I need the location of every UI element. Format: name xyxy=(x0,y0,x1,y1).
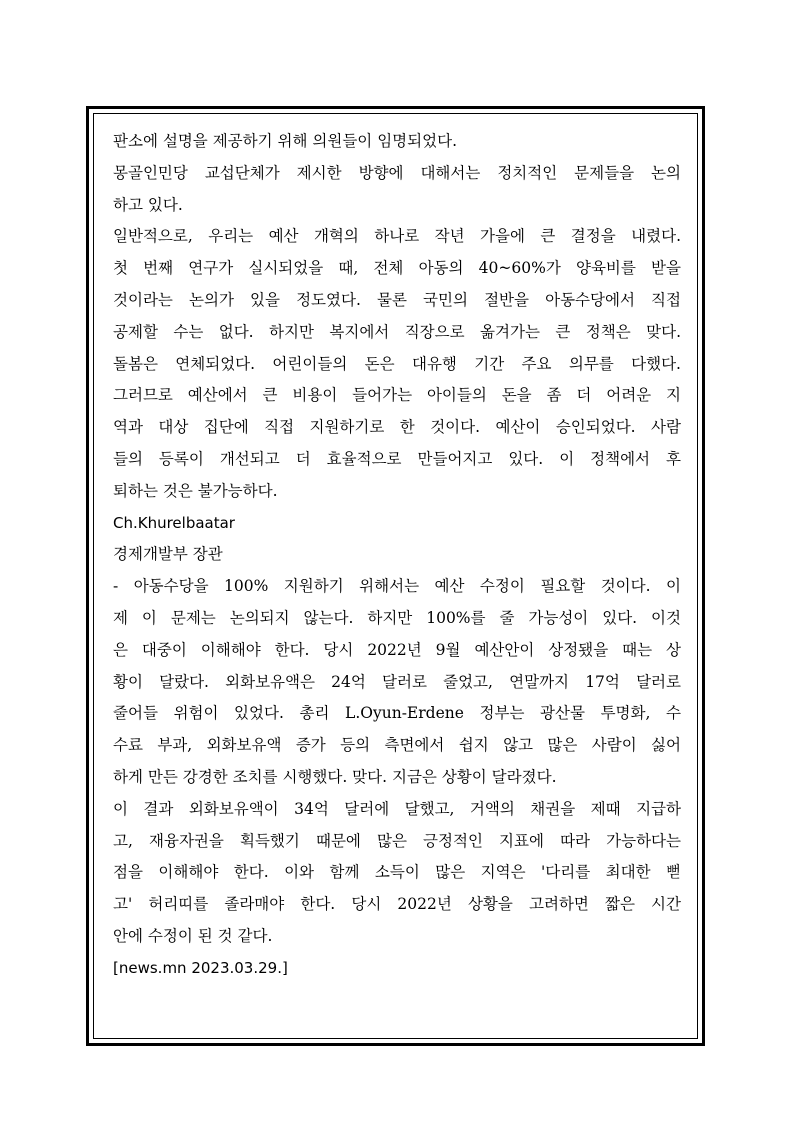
text-line: 안에 수정이 된 것 같다. xyxy=(113,926,273,945)
text-line: 것이라는 논의가 있을 정도였다. 물론 국민의 절반을 아동수당에서 직접 xyxy=(113,290,681,309)
text-line: 공제할 수는 없다. 하지만 복지에서 직장으로 옮겨가는 큰 정책은 맞다. xyxy=(113,322,681,341)
text-line: 황이 달랐다. 외화보유액은 24억 달러로 줄었고, 연말까지 17억 달러로 xyxy=(113,672,681,691)
text-line: 그러므로 예산에서 큰 비용이 들어가는 아이들의 돈을 좀 더 어려운 지 xyxy=(113,386,681,405)
text-line: 고, 재융자권을 획득했기 때문에 많은 긍정적인 지표에 따라 가능하다는 xyxy=(113,831,681,850)
text-line: [news.mn 2023.03.29.] xyxy=(113,958,288,977)
text-line: 점을 이해해야 한다. 이와 함께 소득이 많은 지역은 '다리를 최대한 뻗 xyxy=(113,863,681,882)
text-line: 퇴하는 것은 불가능하다. xyxy=(113,481,278,500)
text-line: - 아동수당을 100% 지원하기 위해서는 예산 수정이 필요할 것이다. 이 xyxy=(113,577,681,596)
text-line: 은 대중이 이해해야 한다. 당시 2022년 9월 예산안이 상정됐을 때는 상 xyxy=(113,640,681,659)
text-line: 일반적으로, 우리는 예산 개혁의 하나로 작년 가을에 큰 결정을 내렸다. xyxy=(113,227,681,246)
text-line: 역과 대상 집단에 직접 지원하기로 한 것이다. 예산이 승인되었다. 사람 xyxy=(113,418,681,437)
article-body xyxy=(113,126,681,985)
text-line: 들의 등록이 개선되고 더 효율적으로 만들어지고 있다. 이 정책에서 후 xyxy=(113,449,681,468)
text-line: 경제개발부 장관 xyxy=(113,545,223,564)
text-line: 몽골인민당 교섭단체가 제시한 방향에 대해서는 정치적인 문제들을 논의 xyxy=(113,163,681,182)
text-line: 하게 만든 강경한 조치를 시행했다. 맞다. 지금은 상황이 달라졌다. xyxy=(113,767,557,786)
text-line: 첫 번째 연구가 실시되었을 때, 전체 아동의 40~60%가 양육비를 받을 xyxy=(113,259,681,278)
text-line: 제 이 문제는 논의되지 않는다. 하지만 100%를 줄 가능성이 있다. 이것 xyxy=(113,608,681,627)
text-line: 고' 허리띠를 졸라매야 한다. 당시 2022년 상황을 고려하면 짧은 시간 xyxy=(113,895,681,914)
text-line: 돌봄은 연체되었다. 어린이들의 돈은 대유행 기간 주요 의무를 다했다. xyxy=(113,354,681,373)
text-line: 수료 부과, 외화보유액 증가 등의 측면에서 쉽지 않고 많은 사람이 싫어 xyxy=(113,736,681,755)
text-line: 판소에 설명을 제공하기 위해 의원들이 임명되었다. xyxy=(113,132,457,150)
text-line: 이 결과 외화보유액이 34억 달러에 달했고, 거액의 채권을 제때 지급하 xyxy=(113,799,681,818)
text-line: Ch.Khurelbaatar xyxy=(113,513,235,532)
text-line: 줄어들 위험이 있었다. 총리 L.Oyun-Erdene 정부는 광산물 투명화, 수 xyxy=(113,704,681,723)
text-line: 하고 있다. xyxy=(113,195,183,214)
